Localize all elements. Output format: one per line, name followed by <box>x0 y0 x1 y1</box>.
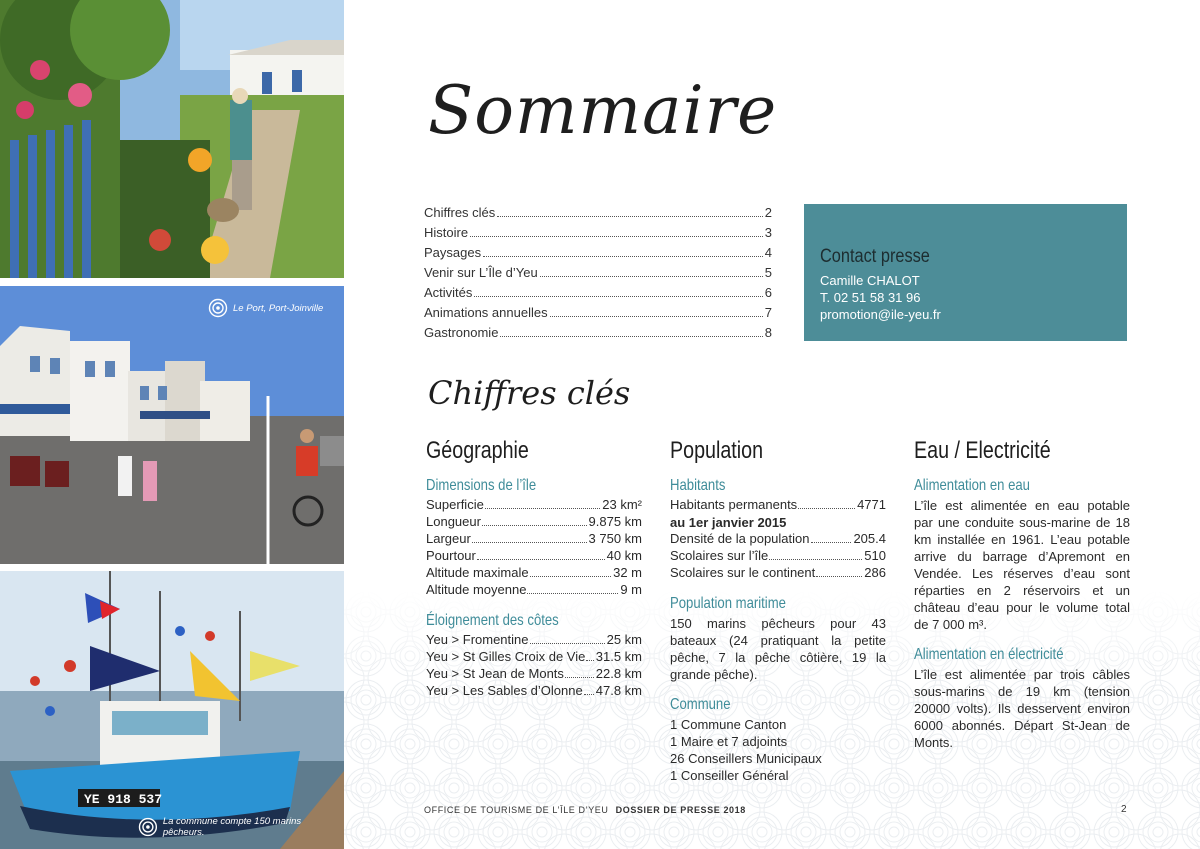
page-footer <box>424 805 746 815</box>
toc-item-label: Paysages <box>424 245 482 260</box>
dimensions-heading: Dimensions de l’île <box>426 477 537 494</box>
contact-name: Camille CHALOT <box>820 273 920 288</box>
contact-heading: Contact presse <box>820 246 930 267</box>
dimension-row: Longueur 9.875 km <box>426 514 642 529</box>
toc-item-page: 4 <box>764 245 772 260</box>
toc-item[interactable] <box>424 265 772 285</box>
commune-heading: Commune <box>670 696 731 713</box>
toc-item-page: 8 <box>764 325 772 340</box>
toc-leader-dots <box>540 276 763 277</box>
toc-item-label: Histoire <box>424 225 469 240</box>
toc-item-page: 2 <box>764 205 772 220</box>
photo-caption-port: Le Port, Port-Joinville <box>208 298 323 318</box>
press-contact-box <box>804 204 1127 341</box>
toc-item[interactable] <box>424 325 772 345</box>
toc-leader-dots <box>483 256 763 257</box>
toc-leader-dots <box>470 236 763 237</box>
habitants-row: Densité de la population 205.4 <box>670 531 886 546</box>
toc-item[interactable] <box>424 245 772 265</box>
photo-village-lane <box>0 0 344 278</box>
toc-item-label: Venir sur L’Île d’Yeu <box>424 265 538 280</box>
photo-caption-boats: La commune compte 150 marins pêcheurs. <box>138 816 344 838</box>
dimension-row: Altitude maximale 32 m <box>426 565 642 580</box>
eau-heading: Eau / Electricité <box>914 437 1051 464</box>
population-heading: Population <box>670 437 764 464</box>
distance-row: Yeu > Les Sables d’Olonne 47.8 km <box>426 683 642 698</box>
photo-fishing-boat <box>0 571 344 849</box>
maritime-text: 150 marins pêcheurs pour 43 bateaux (24 pratiquant la petite pêche, 7 la pêche côtière, 19 la grande pêche). <box>670 616 886 682</box>
habitants-row: Scolaires sur l’île 510 <box>670 548 886 563</box>
page-title: Sommaire <box>428 72 778 149</box>
toc-item-page: 5 <box>764 265 772 280</box>
commune-line: 1 Conseiller Général <box>670 768 789 783</box>
toc-item[interactable] <box>424 305 772 325</box>
toc-item-page: 7 <box>764 305 772 320</box>
photo-port-joinville <box>0 286 344 564</box>
table-of-contents <box>424 205 772 345</box>
spiral-logo-icon <box>208 298 228 318</box>
dimension-row: Largeur 3 750 km <box>426 531 642 546</box>
alimentation-elec-heading: Alimentation en électricité <box>914 646 1064 663</box>
toc-item-page: 3 <box>764 225 772 240</box>
commune-line: 26 Conseillers Municipaux <box>670 751 822 766</box>
habitants-heading: Habitants <box>670 477 726 494</box>
page-number: 2 <box>1121 804 1127 815</box>
toc-leader-dots <box>550 316 763 317</box>
toc-item-label: Gastronomie <box>424 325 499 340</box>
distance-row: Yeu > St Gilles Croix de Vie 31.5 km <box>426 649 642 664</box>
distance-row: Yeu > St Jean de Monts 22.8 km <box>426 666 642 681</box>
section-title: Chiffres clés <box>428 374 631 412</box>
spiral-logo-icon <box>138 817 158 837</box>
alimentation-eau-heading: Alimentation en eau <box>914 477 1030 494</box>
toc-item-page: 6 <box>764 285 772 300</box>
alimentation-eau-text: L’île est alimentée en eau potable par une conduite sous-marine de 18 km installée en 1961. L’eau potable arrive du barrage d’Apremont en Vendée. Les réserves d’eau sont réparties en 2 réservoirs et un château d’eau pour le volume total de 7 000 m³. <box>914 498 1130 632</box>
contact-phone[interactable]: T. 02 51 58 31 96 <box>820 290 921 305</box>
toc-item-label: Activités <box>424 285 473 300</box>
dimension-row: Altitude moyenne 9 m <box>426 582 642 597</box>
toc-item[interactable] <box>424 225 772 245</box>
alimentation-elec-text: L’île est alimentée par trois câbles sous-marins de 19 km (tension 20000 volts). Ils desservent environ 6000 abonnés. Départ St-Jean de Monts. <box>914 667 1130 750</box>
toc-item[interactable] <box>424 285 772 305</box>
photo-column <box>0 0 344 849</box>
commune-line: 1 Maire et 7 adjoints <box>670 734 788 749</box>
toc-item[interactable] <box>424 205 772 225</box>
footer-dossier: DOSSIER DE PRESSE 2018 <box>615 805 746 815</box>
commune-line: 1 Commune Canton <box>670 717 787 732</box>
habitants-date-note: au 1er janvier 2015 <box>670 515 787 530</box>
toc-leader-dots <box>497 216 762 217</box>
svg-text:YE 918 537: YE 918 537 <box>84 792 163 807</box>
maritime-heading: Population maritime <box>670 595 786 612</box>
eloignement-heading: Éloignement des côtes <box>426 612 559 629</box>
habitants-row: Habitants permanents 4771 <box>670 497 886 512</box>
toc-leader-dots <box>474 296 762 297</box>
toc-item-label: Chiffres clés <box>424 205 496 220</box>
eau-electricite-column <box>914 437 1130 751</box>
contact-email[interactable]: promotion@ile-yeu.fr <box>820 307 941 322</box>
toc-item-label: Animations annuelles <box>424 305 548 320</box>
distance-row: Yeu > Fromentine 25 km <box>426 632 642 647</box>
dimension-row: Superficie 23 km² <box>426 497 642 512</box>
habitants-row: Scolaires sur le continent 286 <box>670 565 886 580</box>
population-column <box>670 437 886 784</box>
dimension-row: Pourtour 40 km <box>426 548 642 563</box>
toc-leader-dots <box>500 336 762 337</box>
footer-office: OFFICE DE TOURISME DE L’ÎLE D’YEU <box>424 805 609 815</box>
geographie-column <box>426 437 642 700</box>
geographie-heading: Géographie <box>426 437 529 464</box>
